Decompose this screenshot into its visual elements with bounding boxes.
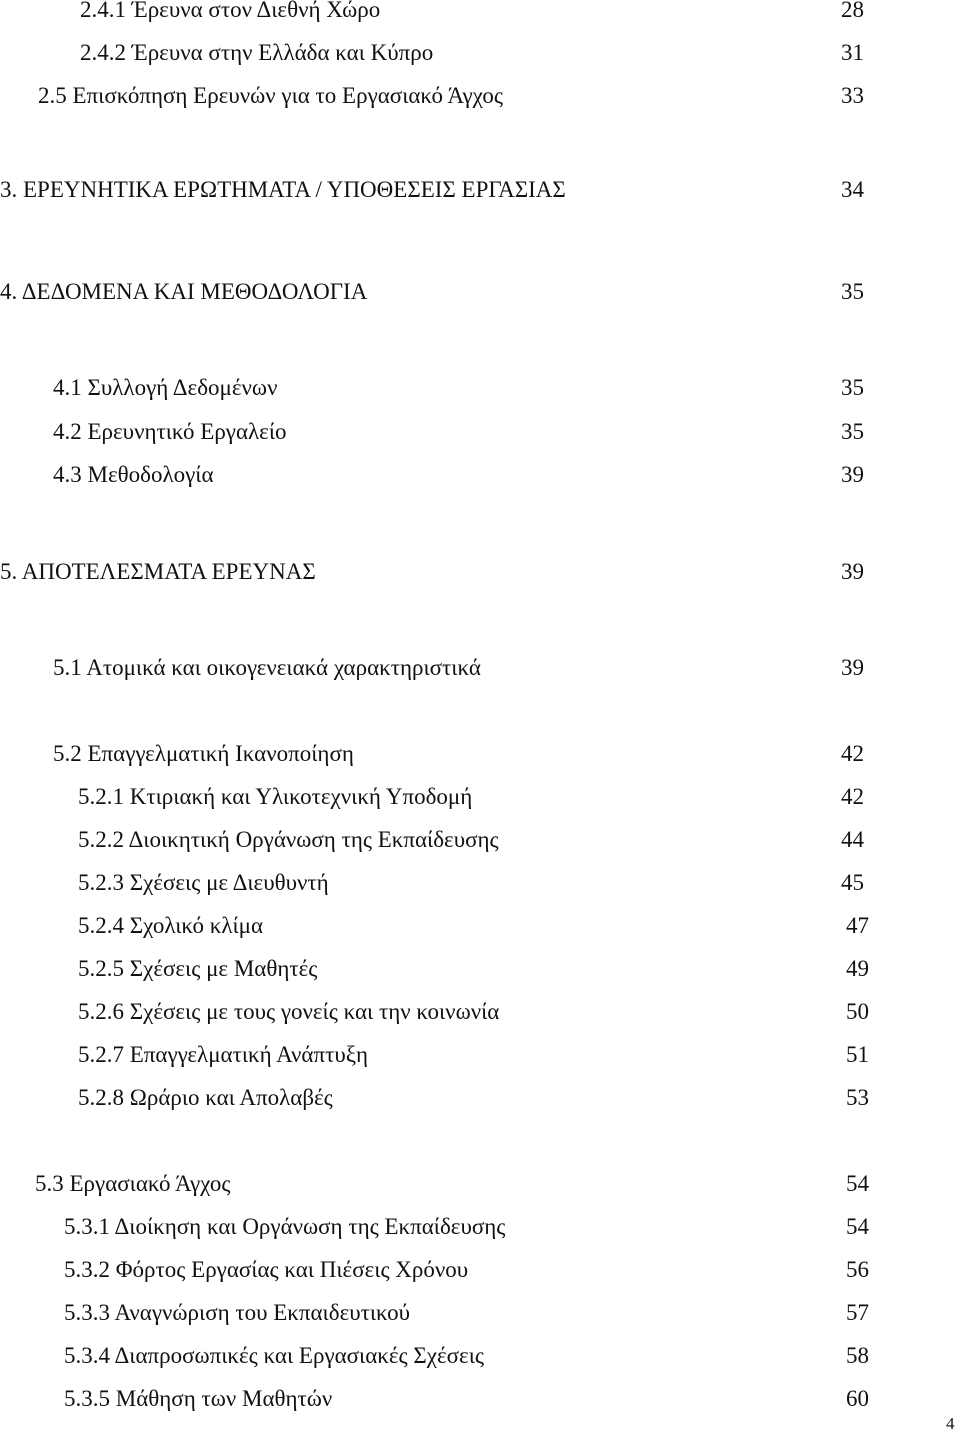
toc-entry-page: 47: [846, 913, 869, 938]
toc-entry-label: 2.5 Επισκόπηση Ερευνών για το Εργασιακό Άγχος: [38, 83, 503, 108]
toc-entry[interactable]: [0, 1384, 960, 1414]
toc-entry-page: 39: [841, 559, 864, 584]
toc-entry-page: 35: [841, 279, 864, 304]
toc-entry[interactable]: [0, 1212, 960, 1242]
toc-entry[interactable]: [0, 417, 960, 447]
toc-entry[interactable]: [0, 1298, 960, 1328]
toc-entry-page: 49: [846, 956, 869, 981]
toc-entry-page: 50: [846, 999, 869, 1024]
toc-entry[interactable]: [0, 653, 960, 683]
toc-entry-label: 2.4.1 Έρευνα στον Διεθνή Χώρο: [80, 0, 381, 22]
toc-entry[interactable]: [0, 1169, 960, 1199]
toc-entry-page: 33: [841, 83, 864, 108]
toc-entry[interactable]: [0, 1255, 960, 1285]
toc-entry[interactable]: [0, 954, 960, 984]
toc-entry-label: 5.3.5 Μάθηση των Μαθητών: [64, 1386, 333, 1411]
toc-entry-label: 5.2.8 Ωράριο και Απολαβές: [78, 1085, 333, 1110]
toc-entry[interactable]: [0, 277, 960, 307]
toc-entry-label: 4.3 Μεθοδολογία: [53, 462, 214, 487]
toc-entry-page: 39: [841, 462, 864, 487]
toc-entry-label: 5.3.2 Φόρτος Εργασίας και Πιέσεις Χρόνου: [64, 1257, 469, 1282]
toc-entry-page: 44: [841, 827, 864, 852]
toc-entry-label: 5.3.4 Διαπροσωπικές και Εργασιακές Σχέσεις: [64, 1343, 485, 1368]
toc-entry-label: 3. ΕΡΕΥΝΗΤΙΚΑ ΕΡΩΤΗΜΑΤΑ / ΥΠΟΘΕΣΕΙΣ ΕΡΓΑΣΙΑΣ: [0, 177, 566, 202]
toc-entry-page: 42: [841, 741, 864, 766]
toc-entry[interactable]: [0, 460, 960, 490]
toc-entry-label: 5.3.3 Αναγνώριση του Εκπαιδευτικού: [64, 1300, 411, 1325]
toc-entry-label: 5.2.6 Σχέσεις με τους γονείς και την κοινωνία: [78, 999, 500, 1024]
toc-entry-page: 60: [846, 1386, 869, 1411]
toc-entry-label: 5.2.1 Κτιριακή και Υλικοτεχνική Υποδομή: [78, 784, 473, 809]
toc-entry-page: 56: [846, 1257, 869, 1282]
toc-entry-label: 5.3.1 Διοίκηση και Οργάνωση της Εκπαίδευσης: [64, 1214, 506, 1239]
toc-entry[interactable]: [0, 175, 960, 205]
toc-entry-page: 54: [846, 1214, 869, 1239]
toc-entry[interactable]: [0, 782, 960, 812]
toc-entry-page: 57: [846, 1300, 869, 1325]
toc-entry[interactable]: [0, 825, 960, 855]
toc-entry-page: 51: [846, 1042, 869, 1067]
toc-entry-page: 39: [841, 655, 864, 680]
toc-entry-page: 34: [841, 177, 864, 202]
toc-entry-label: 5.2.7 Επαγγελματική Ανάπτυξη: [78, 1042, 368, 1067]
toc-entry-page: 35: [841, 375, 864, 400]
toc-entry[interactable]: [0, 373, 960, 403]
toc-entry-label: 5.2.5 Σχέσεις με Μαθητές: [78, 956, 318, 981]
toc-entry[interactable]: [0, 997, 960, 1027]
toc-entry-label: 4. ΔΕΔΟΜΕΝΑ ΚΑΙ ΜΕΘΟΔΟΛΟΓΙΑ: [0, 279, 368, 304]
toc-entry-page: 28: [841, 0, 864, 22]
toc-entry[interactable]: [0, 911, 960, 941]
toc-entry-label: 4.1 Συλλογή Δεδομένων: [53, 375, 278, 400]
toc-entry-label: 5. ΑΠΟΤΕΛΕΣΜΑΤΑ ΕΡΕΥΝΑΣ: [0, 559, 316, 584]
toc-entry[interactable]: [0, 1083, 960, 1113]
toc-entry[interactable]: [0, 868, 960, 898]
toc-entry[interactable]: [0, 1341, 960, 1371]
toc-entry-page: 53: [846, 1085, 869, 1110]
toc-entry-page: 35: [841, 419, 864, 444]
page-number: 4: [946, 1414, 955, 1433]
toc-entry-page: 45: [841, 870, 864, 895]
toc-entry-label: 5.2.4 Σχολικό κλίμα: [78, 913, 264, 938]
toc-entry-label: 5.2.2 Διοικητική Οργάνωση της Εκπαίδευσης: [78, 827, 499, 852]
toc-entry-page: 42: [841, 784, 864, 809]
toc-entry[interactable]: [0, 557, 960, 587]
toc-entry-page: 31: [841, 40, 864, 65]
toc-entry-page: 58: [846, 1343, 869, 1368]
toc-entry-label: 5.1 Ατομικά και οικογενειακά χαρακτηριστικά: [53, 655, 481, 680]
toc-entry[interactable]: [0, 38, 960, 68]
toc-entry-label: 5.3 Εργασιακό Άγχος: [35, 1171, 231, 1196]
toc-entry-label: 4.2 Ερευνητικό Εργαλείο: [53, 419, 287, 444]
toc-entry-page: 54: [846, 1171, 869, 1196]
toc-entry[interactable]: [0, 739, 960, 769]
toc-entry-label: 5.2 Επαγγελματική Ικανοποίηση: [53, 741, 354, 766]
toc-entry-label: 5.2.3 Σχέσεις με Διευθυντή: [78, 870, 329, 895]
toc-entry[interactable]: [0, 0, 960, 25]
toc-entry[interactable]: [0, 1040, 960, 1070]
toc-entry-label: 2.4.2 Έρευνα στην Ελλάδα και Κύπρο: [80, 40, 434, 65]
toc-entry[interactable]: [0, 81, 960, 111]
